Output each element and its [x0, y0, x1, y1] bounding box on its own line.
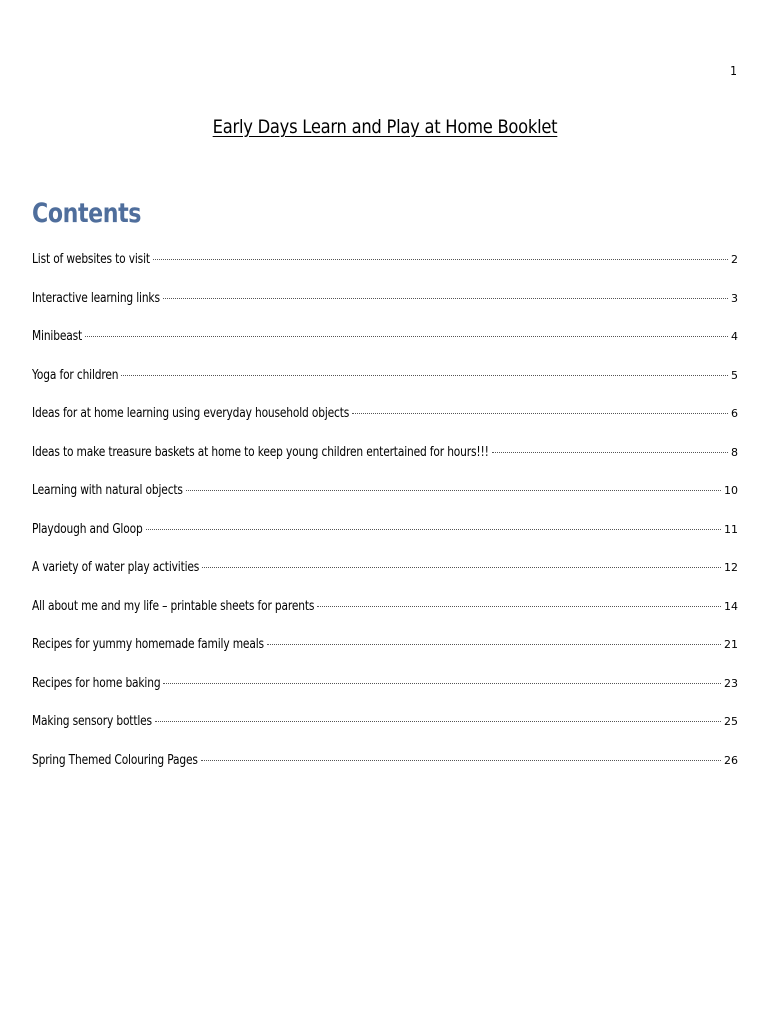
toc-entry-title: Spring Themed Colouring Pages: [32, 752, 198, 768]
toc-entry-page: 10: [724, 484, 738, 497]
toc-entry-page: 21: [724, 638, 738, 651]
toc-leader-dots: [146, 529, 721, 530]
toc-entry-title: All about me and my life – printable sheets for parents: [32, 598, 315, 614]
toc-entry-page: 6: [731, 407, 738, 420]
toc-entry[interactable]: [32, 483, 738, 522]
toc-entry[interactable]: [32, 560, 738, 599]
toc-entry-page: 3: [731, 291, 738, 305]
toc-leader-dots: [155, 721, 721, 722]
toc-entry-title: A variety of water play activities: [32, 560, 200, 575]
toc-entry[interactable]: [32, 637, 738, 676]
toc-entry-page: 14: [724, 599, 738, 613]
toc-entry[interactable]: [32, 368, 738, 407]
toc-entry[interactable]: [32, 291, 738, 330]
table-of-contents: [32, 252, 738, 791]
toc-entry-page: 5: [731, 368, 738, 382]
toc-entry[interactable]: [32, 445, 738, 484]
toc-entry[interactable]: [32, 329, 738, 368]
toc-entry[interactable]: [32, 753, 738, 792]
toc-leader-dots: [153, 259, 728, 260]
toc-leader-dots: [186, 490, 721, 491]
toc-entry[interactable]: [32, 522, 738, 561]
toc-entry-title: Minibeast: [32, 329, 82, 344]
toc-entry[interactable]: [32, 406, 738, 445]
toc-entry[interactable]: [32, 714, 738, 753]
toc-leader-dots: [201, 760, 721, 761]
toc-entry-page: 11: [724, 522, 738, 536]
toc-entry-title: Yoga for children: [32, 367, 119, 383]
toc-entry[interactable]: [32, 676, 738, 715]
toc-entry-title: Recipes for home baking: [32, 675, 161, 691]
document-title: Early Days Learn and Play at Home Booklet: [212, 116, 558, 138]
toc-entry-title: Recipes for yummy homemade family meals: [32, 637, 264, 652]
toc-entry[interactable]: [32, 252, 738, 291]
toc-entry-page: 4: [731, 330, 738, 343]
toc-entry-title: List of websites to visit: [32, 252, 150, 267]
toc-entry-title: Playdough and Gloop: [32, 521, 143, 537]
toc-leader-dots: [352, 413, 728, 414]
toc-entry-title: Making sensory bottles: [32, 714, 152, 729]
page-number: 1: [730, 64, 737, 78]
toc-entry-title: Interactive learning links: [32, 290, 160, 306]
toc-leader-dots: [121, 375, 728, 376]
toc-entry-page: 12: [724, 561, 738, 574]
toc-leader-dots: [202, 567, 721, 568]
toc-entry-page: 23: [724, 676, 738, 690]
toc-entry-title: Ideas to make treasure baskets at home to keep young children entertained for hours!!!: [32, 444, 489, 460]
contents-heading: Contents: [32, 198, 142, 229]
toc-entry[interactable]: [32, 599, 738, 638]
toc-entry-page: 2: [731, 253, 738, 266]
toc-leader-dots: [163, 683, 721, 684]
toc-entry-page: 25: [724, 715, 738, 728]
toc-leader-dots: [317, 606, 721, 607]
toc-entry-page: 26: [724, 753, 738, 767]
toc-entry-title: Learning with natural objects: [32, 483, 183, 498]
toc-leader-dots: [85, 336, 728, 337]
toc-leader-dots: [267, 644, 721, 645]
toc-entry-page: 8: [731, 445, 738, 459]
toc-entry-title: Ideas for at home learning using everyday household objects: [32, 406, 350, 421]
toc-leader-dots: [163, 298, 728, 299]
toc-leader-dots: [492, 452, 728, 453]
